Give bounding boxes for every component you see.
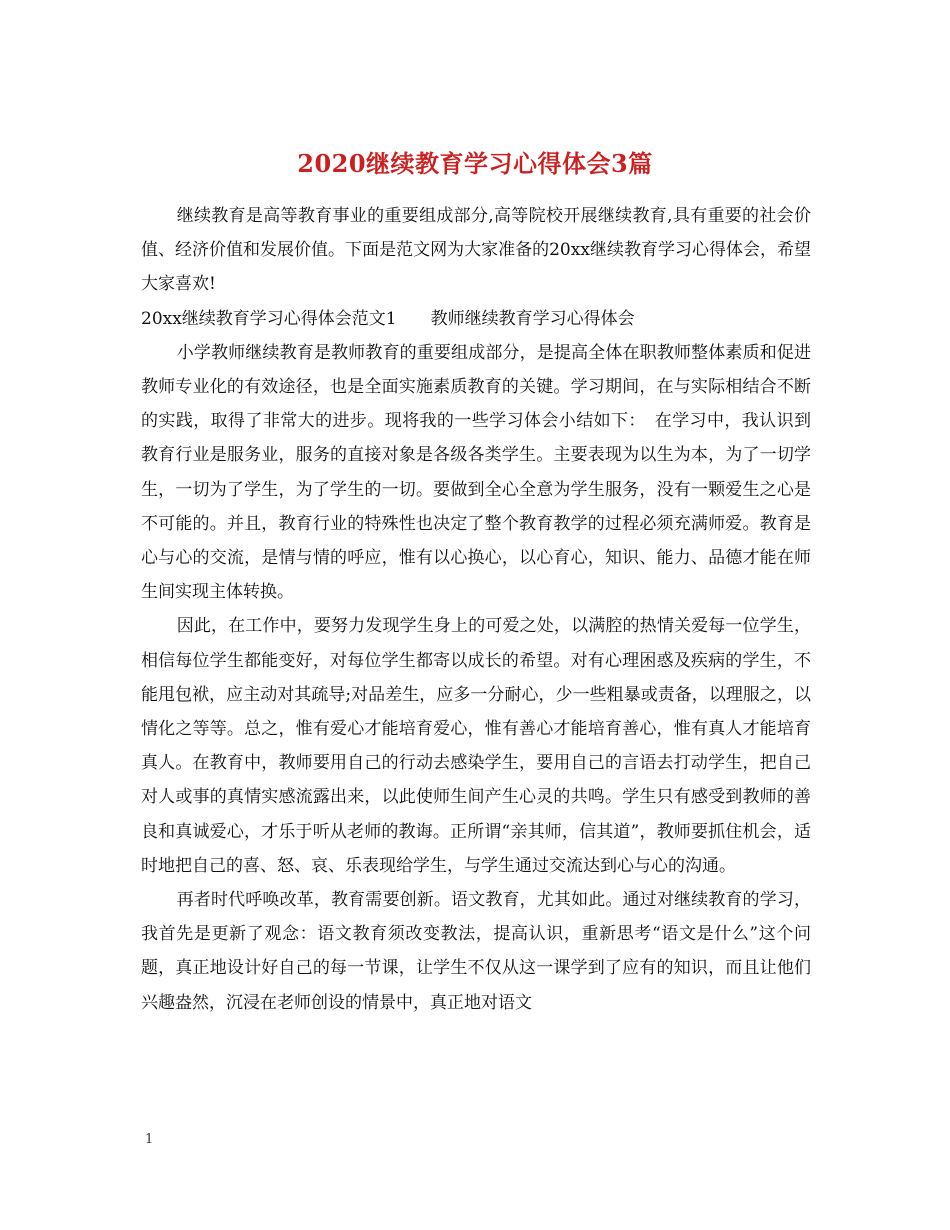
body-paragraph-2: 因此，在工作中，要努力发现学生身上的可爱之处，以满腔的热情关爱每一位学生，相信每位学生都能变好，对每位学生都寄以成长的希望。对有心理困惑及疾病的学生，不能甩包袱，应主动对其疏导;对品差生，应多一分耐心，少一些粗暴或责备，以理服之，以情化之等等。总之，惟有爱心才能培育爱心，惟有善心才能培育善心，惟有真人才能培育真人。在教育中，教师要用自己的行动去感染学生，要用自己的言语去打动学生，把自己对人或事的真情实感流露出来，以此使师生间产生心灵的共鸣。学生只有感受到教师的善良和真诚爱心，才乐于听从老师的教诲。正所谓“亲其师，信其道”，教师要抓住机会，适时地把自己的喜、怒、哀、乐表现给学生，与学生通过交流达到心与心的沟通。 <box>141 616 811 876</box>
body-paragraph-3: 再者时代呼唤改革，教育需要创新。语文教育，尤其如此。通过对继续教育的学习，我首先是更新了观念：语文教育须改变教法，提高认识，重新思考“语文是什么”这个问题，真正地设计好自己的每一节课，让学生不仅从这一课学到了应有的知识，而且让他们兴趣盎然，沉浸在老师创设的情景中，真正地对语文 <box>141 890 811 1013</box>
section-subheading: 20xx继续教育学习心得体会范文1 教师继续教育学习心得体会 <box>141 308 635 329</box>
document-title: 2020继续教育学习心得体会3篇 <box>297 149 653 179</box>
intro-paragraph: 继续教育是高等教育事业的重要组成部分,高等院校开展继续教育,具有重要的社会价值、经济价值和发展价值。下面是范文网为大家准备的20xx继续教育学习心得体会，希望大家喜欢! <box>141 206 811 295</box>
body-paragraph-1: 小学教师继续教育是教师教育的重要组成部分，是提高全体在职教师整体素质和促进教师专业化的有效途径，也是全面实施素质教育的关键。学习期间，在与实际相结合不断的实践，取得了非常大的进步。现将我的一些学习体会小结如下： 在学习中，我认识到教育行业是服务业，服务的直接对象是各级各类学生。主要表现为以生为本，为了一切学生，一切为了学生，为了学生的一切。要做到全心全意为学生服务，没有一颗爱生之心是不可能的。并且，教育行业的特殊性也决定了整个教育教学的过程必须充满师爱。教育是心与心的交流，是情与情的呼应，惟有以心换心，以心育心，知识、能力、品德才能在师生间实现主体转换。 <box>141 342 811 603</box>
page-number: 1 <box>145 1132 154 1147</box>
document-body <box>141 199 811 1020</box>
